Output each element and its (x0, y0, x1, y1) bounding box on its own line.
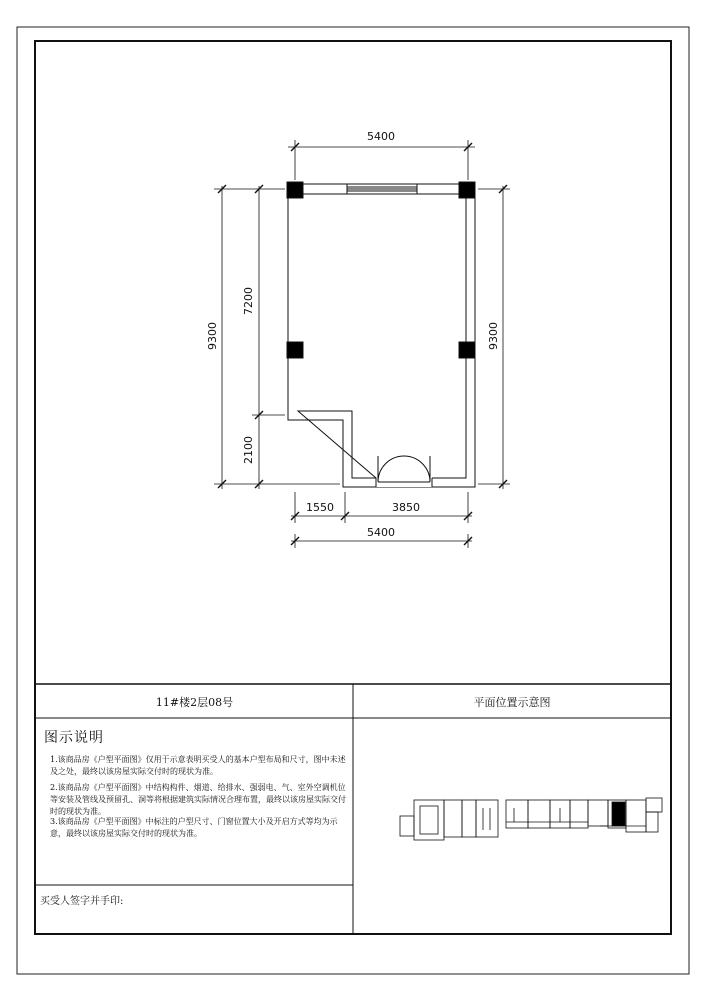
dim-bottom-left: 1550 (306, 501, 334, 514)
column (287, 342, 303, 358)
dim-bottom-right: 3850 (392, 501, 420, 514)
column (459, 182, 475, 198)
column (459, 342, 475, 358)
top-window (347, 184, 417, 194)
dim-left-upper: 7200 (242, 287, 255, 315)
key-plan (400, 798, 662, 840)
dim-right-total: 9300 (487, 322, 500, 350)
legend-title: 图示说明 (44, 730, 104, 746)
dim-left-lower: 2100 (242, 436, 255, 464)
dim-left-total: 9300 (206, 322, 219, 350)
outer-wall (288, 184, 475, 487)
floor-plan (287, 182, 475, 487)
signature-label: 买受人签字并手印: (40, 896, 124, 907)
dim-top-width: 5400 (367, 130, 395, 143)
inner-wall (298, 194, 466, 478)
highlighted-unit (612, 802, 625, 826)
unit-name: 11#楼2层08号 (155, 696, 234, 709)
note-2: 2.该商品房《户型平面图》中结构构件、烟道、给排水、强弱电、气、室外空调机位等安装及管线及预留孔、洞等将根据建筑实际情况合理布置，最终以该房屋实际交付时的现状为准。 (50, 783, 346, 816)
note-1: 1.该商品房《户型平面图》仅用于示意表明买受人的基本户型布局和尺寸，图中未述及之处，最终以该房屋实际交付时的现状为准。 (50, 755, 346, 776)
note-3: 3.该商品房《户型平面图》中标注的户型尺寸、门窗位置大小及开启方式等均为示意，最终以该房屋实际交付时的现状为准。 (50, 817, 338, 838)
dim-bottom-total: 5400 (367, 526, 395, 539)
entrance-door (376, 456, 432, 487)
location-plan-title: 平面位置示意图 (473, 696, 551, 709)
column (287, 182, 303, 198)
